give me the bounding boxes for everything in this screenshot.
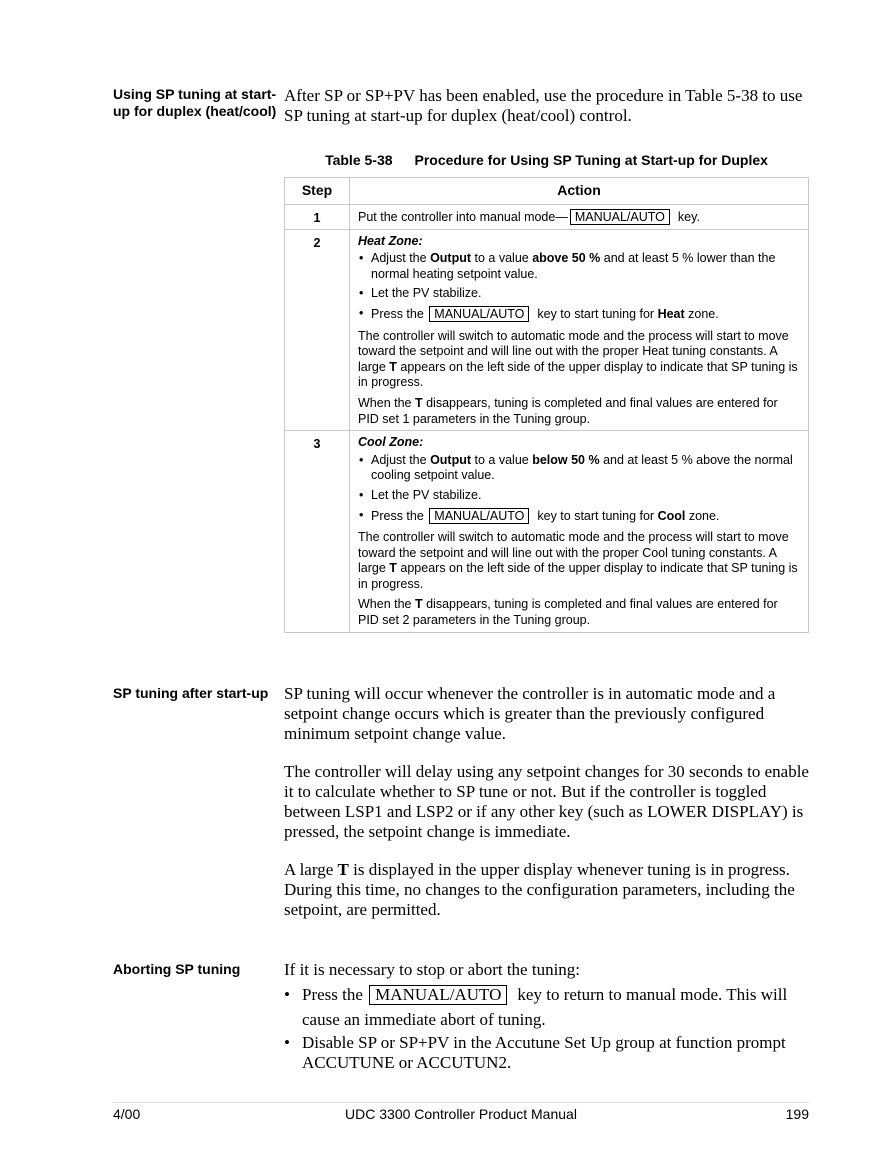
- paragraph: SP tuning will occur whenever the controller is in automatic mode and a setpoint change occurs which is greater than the previously configured minimum setpoint change value.: [284, 684, 776, 743]
- step-bullets: [358, 251, 800, 322]
- procedure-table: [284, 177, 809, 633]
- table-number: Table 5-38: [325, 152, 393, 168]
- table-row: [285, 229, 809, 431]
- step-action: [350, 205, 809, 230]
- step-note: When the T disappears, tuning is completed and final values are entered for PID set 1 parameters in the Tuning group.: [358, 395, 778, 426]
- zone-label: Heat Zone:: [358, 233, 423, 248]
- paragraph: A large T is displayed in the upper display whenever tuning is in progress. During this time, no changes to the configuration parameters, including the setpoint, are permitted.: [284, 860, 795, 919]
- step-bullets: [358, 453, 800, 524]
- section-body: [284, 960, 809, 1074]
- zone-label: Cool Zone:: [358, 435, 424, 450]
- intro-paragraph: After SP or SP+PV has been enabled, use the procedure in Table 5-38 to use SP tuning at start-up for duplex (heat/cool) control.: [284, 86, 803, 125]
- section-body: [284, 684, 809, 938]
- section-heading-aborting-sp-tuning: Aborting SP tuning: [113, 961, 241, 977]
- list-item: • Let the PV stabilize.: [358, 488, 800, 504]
- section-intro: [284, 86, 809, 144]
- action-text: Put the controller into manual mode—: [358, 210, 568, 224]
- step-number: 2: [285, 229, 350, 431]
- list-item: • Press the MANUAL/AUTO key to return to manual mode. This will cause an immediate abort of tuning.: [284, 982, 809, 1032]
- manual-auto-key: MANUAL/AUTO: [369, 985, 507, 1005]
- paragraph: The controller will delay using any setpoint changes for 30 seconds to enable it to calculate whether to SP tune or not. But if the controller is toggled between LSP1 and LSP2 or if any other key (such as LOWER DISPLAY) is pressed, the setpoint change is immediate.: [284, 762, 809, 841]
- step-note: The controller will switch to automatic mode and the process will start to move toward the setpoint and will line out with the proper Cool tuning constants. A large T appears on the left side of the upper display to indicate that SP tuning is in progress.: [358, 530, 798, 591]
- list-item: • Press the MANUAL/AUTO key to start tuning for Cool zone.: [358, 508, 800, 525]
- step-number: 1: [285, 205, 350, 230]
- section-heading-sp-tuning-after-startup: SP tuning after start-up: [113, 685, 269, 701]
- step-note: The controller will switch to automatic mode and the process will start to move toward the setpoint and will line out with the proper Heat tuning constants. A large T appears on the left side of the upper display to indicate that SP tuning is in progress.: [358, 328, 798, 390]
- list-item: • Adjust the Output to a value above 50 % and at least 5 % lower than the normal heating setpoint value.: [358, 251, 800, 282]
- list-item: • Let the PV stabilize.: [358, 286, 800, 302]
- table-title: Procedure for Using SP Tuning at Start-up for Duplex: [414, 152, 768, 168]
- step-note: When the T disappears, tuning is completed and final values are entered for PID set 2 parameters in the Tuning group.: [358, 597, 778, 628]
- list-item: • Adjust the Output to a value below 50 % and at least 5 % above the normal cooling setpoint value.: [358, 453, 800, 484]
- manual-auto-key: MANUAL/AUTO: [570, 209, 670, 225]
- manual-auto-key: MANUAL/AUTO: [429, 306, 529, 322]
- page-footer: [113, 1102, 809, 1126]
- list-item: • Press the MANUAL/AUTO key to start tuning for Heat zone.: [358, 306, 800, 323]
- table-row: [285, 431, 809, 633]
- abort-steps: [284, 982, 809, 1073]
- list-item: • Disable SP or SP+PV in the Accutune Set Up group at function prompt ACCUTUNE or ACCUTUN2.: [284, 1033, 809, 1073]
- footer-page-number: 199: [785, 1106, 809, 1122]
- table-header-row: [285, 178, 809, 205]
- section-heading-sp-startup-duplex: Using SP tuning at start-up for duplex (heat/cool): [113, 86, 277, 119]
- step-number: 3: [285, 431, 350, 633]
- table-caption: [284, 152, 809, 168]
- manual-auto-key: MANUAL/AUTO: [429, 508, 529, 524]
- action-text: key.: [677, 210, 700, 224]
- paragraph: If it is necessary to stop or abort the tuning:: [284, 960, 581, 979]
- step-action: [350, 431, 809, 633]
- table-row: [285, 205, 809, 230]
- header-action: Action: [350, 178, 809, 205]
- footer-date: 4/00: [113, 1106, 141, 1122]
- step-action: [350, 229, 809, 431]
- header-step: Step: [285, 178, 350, 205]
- footer-title: UDC 3300 Controller Product Manual: [345, 1106, 577, 1122]
